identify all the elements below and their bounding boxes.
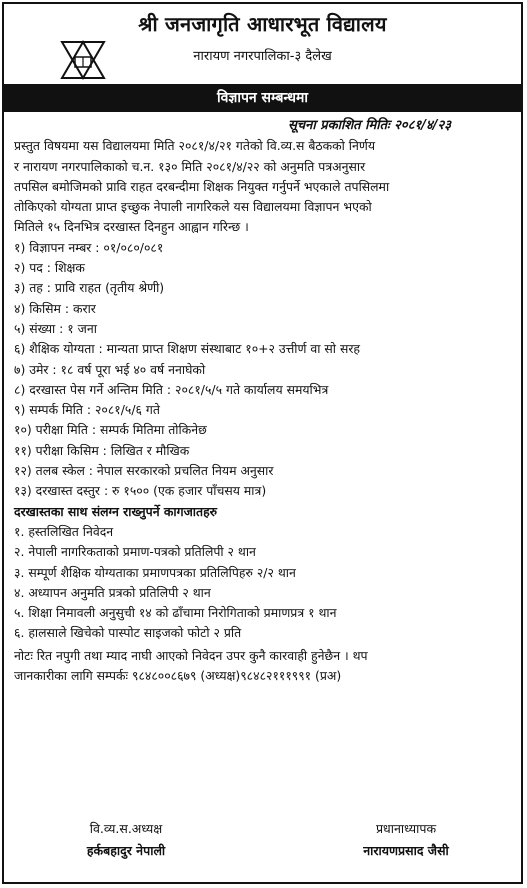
intro-line: र नारायण नगरपालिकाको च.न. १३० मिति २०८१/४/२२ को अनुमति पत्रअनुसार xyxy=(14,158,366,174)
intro-paragraph xyxy=(14,136,513,237)
notice-body xyxy=(14,116,513,686)
school-name: श्री जनजागृति आधारभूत विद्यालय xyxy=(138,12,387,36)
detail-item: ५) संख्या : १ जना xyxy=(14,320,97,336)
signature-row xyxy=(4,818,521,878)
detail-item: १२) तलब स्केल : नेपाल सरकारको प्रचलित नियम अनुसार xyxy=(14,463,274,479)
detail-item: ६) शैक्षिक योग्यता : मान्यता प्राप्त शिक्षण संस्थाबाट १०+२ उत्तीर्ण वा सो सरह xyxy=(14,341,360,357)
detail-item: ९) सम्पर्क मिति : २०८१/५/६ गते xyxy=(14,402,160,418)
detail-item: १३) दरखास्त दस्तुर : रु १५०० (एक हजार पाँचसय मात्र) xyxy=(14,483,267,499)
signature-name: नारायणप्रसाद जैसी xyxy=(363,843,449,858)
document-item: ३. सम्पूर्ण शैक्षिक योग्यताका प्रमाणपत्रका प्रतिलिपिहरु २/२ थान xyxy=(14,564,296,580)
school-address: नारायण नगरपालिका-३ दैलेख xyxy=(193,49,332,64)
document-item: २. नेपाली नागरिकताको प्रमाण-पत्रको प्रतिलिपी २ थान xyxy=(14,544,256,560)
document-item: ६. हालसाले खिचेको पास्पोट साइजको फोटो २ प्रति xyxy=(14,625,242,641)
signature-title: प्रधानाध्यापक xyxy=(375,821,437,836)
note-paragraph xyxy=(14,646,513,687)
intro-line: तोकिएको योग्यता प्राप्त इच्छुक नेपाली नागरिकले यस विद्यालयमा विज्ञापन भएको xyxy=(14,199,372,215)
detail-item: ३) तह : प्रावि राहत (तृतीय श्रेणी) xyxy=(14,280,165,296)
notice-frame xyxy=(2,2,523,884)
detail-item: १०) परीक्षा मिति : सम्पर्क मितिमा तोकिनेछ xyxy=(14,422,207,438)
intro-line: तपसिल बमोजिमको प्रावि राहत दरबन्दीमा शिक्षक नियुक्त गर्नुपर्ने भएकाले तपसिलमा xyxy=(14,178,390,194)
signature-name: हर्कबहादुर नेपाली xyxy=(86,843,166,858)
note-line: जानकारीका लागि सम्पर्कः ९८४८००८६७९ (अध्यक्ष)९८४८२१११९९१ (प्रअ) xyxy=(14,668,342,684)
document-item: ५. शिक्षा निमावली अनुसुची १४ को ढाँचामा निरोगिताको प्रमाणप्रत्र १ थान xyxy=(14,605,337,621)
document-item: ४. अध्यापन अनुमति प्रत्रको प्रतिलिपी २ थान xyxy=(14,584,211,600)
signature-committee-chair xyxy=(56,818,196,862)
intro-line: प्रस्तुत विषयमा यस विद्यालयमा मिति २०८१/४/२१ गतेको वि.व्य.स बैठकको निर्णय xyxy=(14,138,376,154)
documents-heading: दरखास्तका साथ संलग्न राख्नुपर्ने कागजातहरु xyxy=(14,503,218,519)
documents-list xyxy=(14,522,513,644)
detail-item: ८) दरखास्त पेस गर्ने अन्तिम मिति : २०८१/५/५ गते कार्यालय समयभित्र xyxy=(14,381,329,397)
signature-headteacher xyxy=(331,818,481,862)
intro-line: मितिले १५ दिनभित्र दरखास्त दिनहुन आह्वान गरिन्छ । xyxy=(14,219,249,235)
detail-item: ७) उमेर : १८ वर्ष पूरा भई ४० वर्ष ननाघेको xyxy=(14,361,206,377)
detail-item: ११) परीक्षा किसिम : लिखित र मौखिक xyxy=(14,442,190,458)
detail-item: २) पद : शिक्षक xyxy=(14,260,85,276)
signature-title: वि.व्य.स.अध्यक्ष xyxy=(89,821,163,836)
notice-title-banner: विज्ञापन सम्बन्धमा xyxy=(4,84,521,112)
notice-header xyxy=(4,4,521,84)
note-line: नोटः रित नपुगी तथा म्याद नाघी आएको निवेदन उपर कुनै कारवाही हुनेछैन । थप xyxy=(14,647,368,663)
detail-item: ४) किसिम : करार xyxy=(14,300,96,316)
published-date: सूचना प्रकाशित मितिः २०८१/४/२३ xyxy=(288,118,451,133)
document-item: १. हस्तलिखित निवेदन xyxy=(14,523,114,539)
detail-item: १) विज्ञापन नम्बर : ०१/०८०/०८१ xyxy=(14,239,164,255)
details-list xyxy=(14,238,513,502)
